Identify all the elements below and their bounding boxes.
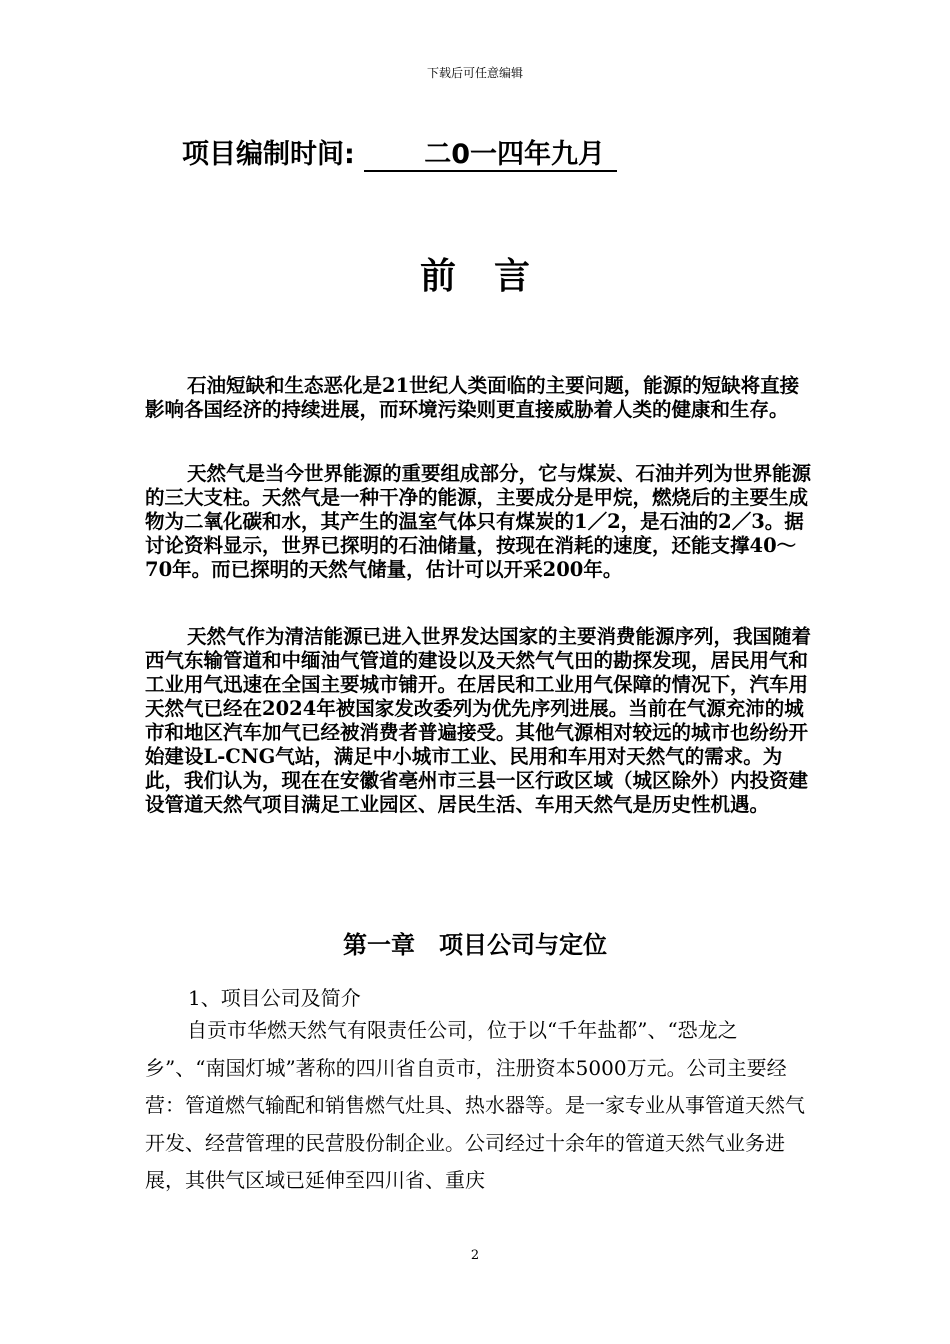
preface-title: 前言 (419, 256, 568, 297)
page-number: 2 (470, 1248, 480, 1263)
compile-date-label: 项目编制时间: (182, 139, 355, 170)
preface-paragraph-1: 石油短缺和生态恶化是21世纪人类面临的主要问题，能源的短缺将直接影响各国经济的持续进展，而环境污染则更直接威胁着人类的健康和生存。 (145, 374, 800, 421)
compile-date-value: 二0一四年九月 (364, 140, 617, 172)
compile-date-line (182, 132, 617, 172)
company-paragraph: 自贡市华燃天然气有限责任公司，位于以“千年盐都”、“恐龙之乡”、“南国灯城”著称的四川省自贡市，注册资本5000万元。公司主要经营：管道燃气输配和销售燃气灶具、热水器等。是一家专业从事管道天然气开发、经营管理的民营股份制企业。公司经过十余年的管道天然气业务进展，其供气区域已延伸至四川省、重庆 (145, 1018, 805, 1192)
section-heading: 1、项目公司及简介 (188, 986, 361, 1010)
preface-paragraph-2: 天然气是当今世界能源的重要组成部分，它与煤炭、石油并列为世界能源的三大支柱。天然气是一种干净的能源，主要成分是甲烷，燃烧后的主要生成物为二氧化碳和水，其产生的温室气体只有煤炭的1／2，是石油的2／3。据讨论资料显示，世界已探明的石油储量，按现在消耗的速度，还能支撑40～70年。而已探明的天然气储量，估计可以开采200年。 (145, 462, 812, 581)
page-header: 下载后可任意编辑 (426, 66, 523, 80)
preface-paragraph-3: 天然气作为清洁能源已进入世界发达国家的主要消费能源序列，我国随着西气东输管道和中缅油气管道的建设以及天然气气田的勘探发现，居民用气和工业用气迅速在全国主要城市铺开。在居民和工业用气保障的情况下，汽车用天然气已经在2024年被国家发改委列为优先序列进展。当前在气源充沛的城市和地区汽车加气已经被消费者普遍接受。其他气源相对较远的城市也纷纷开始建设L-CNG气站，满足中小城市工业、民用和车用对天然气的需求。为此，我们认为，现在在安徽省亳州市三县一区行政区域（城区除外）内投资建设管道天然气项目满足工业园区、居民生活、车用天然气是历史性机遇。 (145, 625, 812, 816)
chapter-title: 第一章 项目公司与定位 (343, 931, 607, 959)
